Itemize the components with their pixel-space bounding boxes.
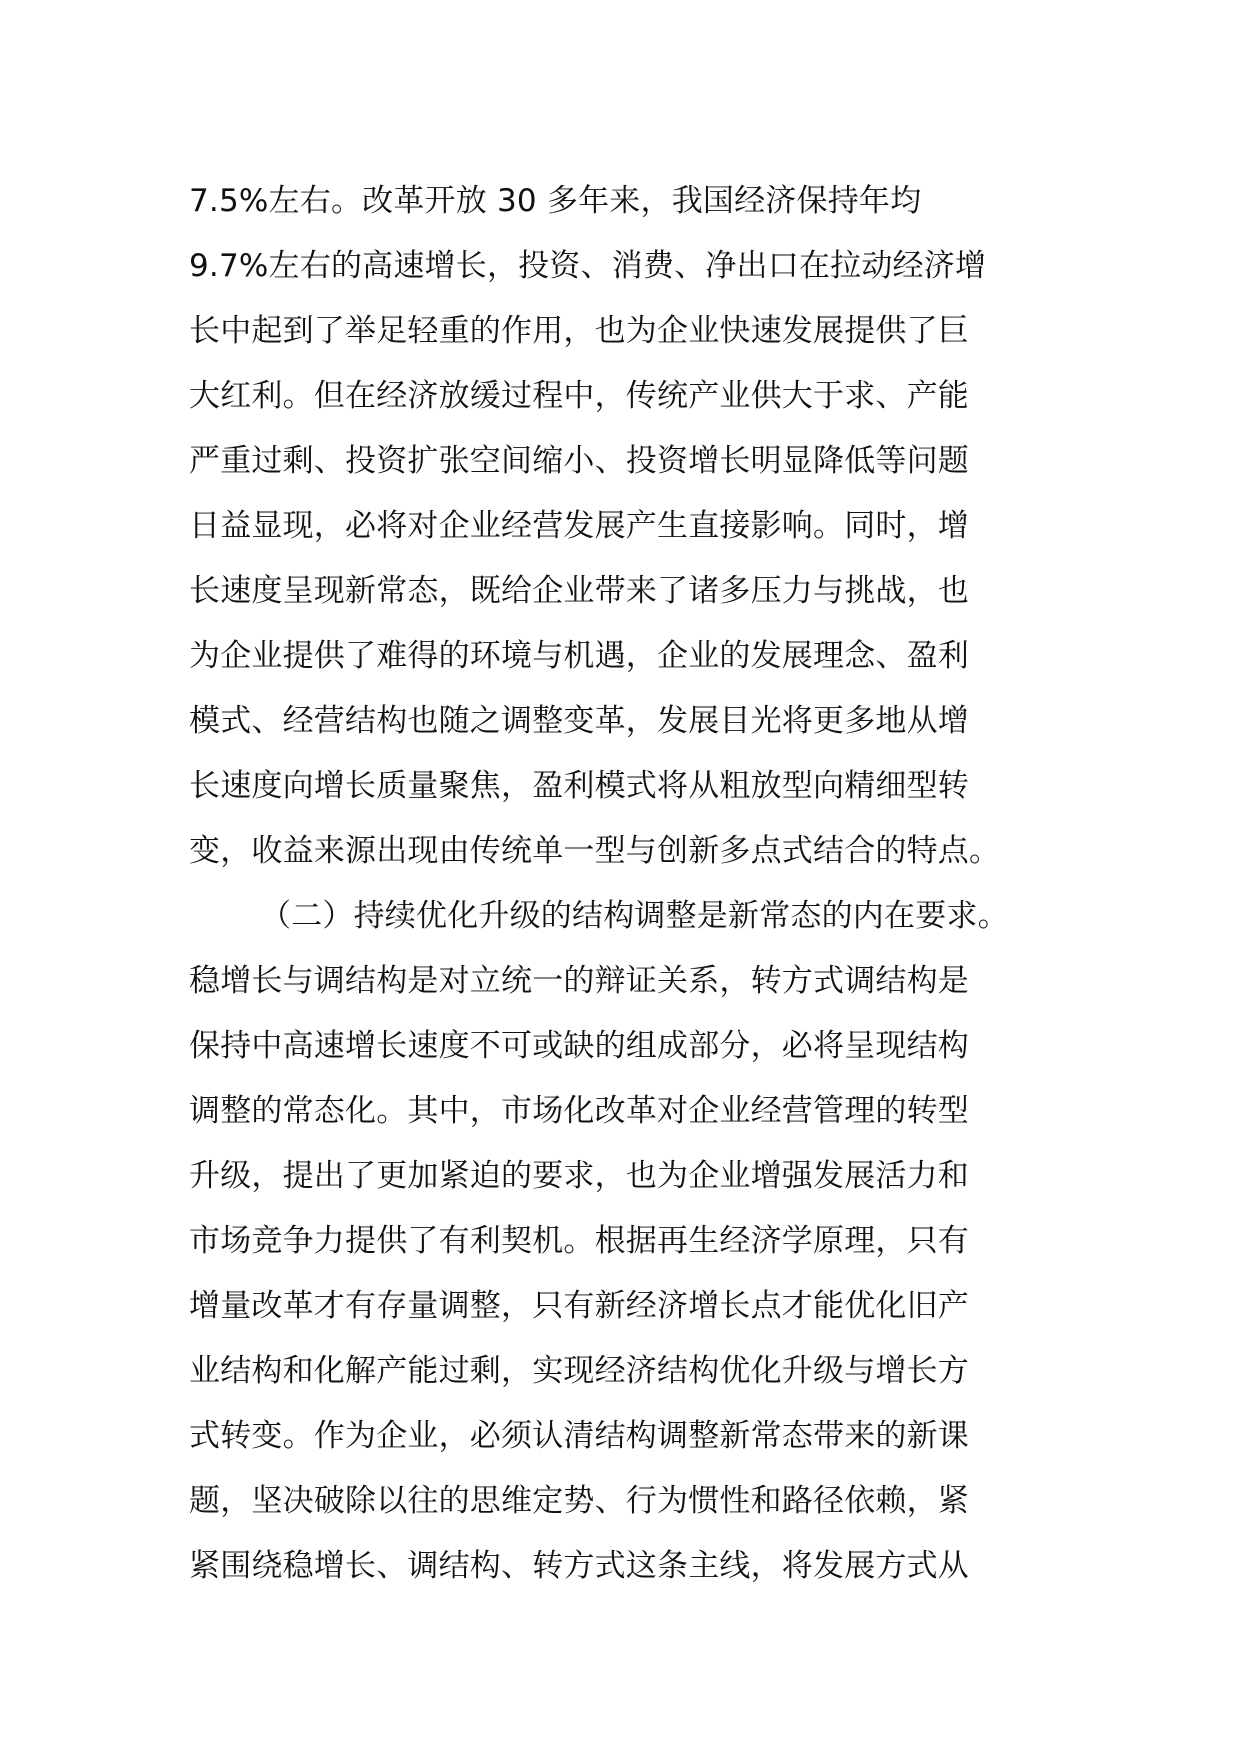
body-line-1: 7.5%左右。改革开放 30 多年来，我国经济保持年均 xyxy=(189,183,922,219)
body-line-18: 增量改革才有存量调整，只有新经济增长点才能优化旧产 xyxy=(189,1288,969,1324)
body-line-17: 市场竞争力提供了有利契机。根据再生经济学原理，只有 xyxy=(189,1223,969,1259)
body-line-6: 日益显现，必将对企业经营发展产生直接影响。同时，增 xyxy=(189,508,969,544)
section-heading-2: （二）持续优化升级的结构调整是新常态的内在要求。 xyxy=(260,898,1009,934)
body-line-22: 紧围绕稳增长、调结构、转方式这条主线，将发展方式从 xyxy=(189,1548,969,1584)
body-line-16: 升级，提出了更加紧迫的要求，也为企业增强发展活力和 xyxy=(189,1158,969,1194)
body-line-10: 长速度向增长质量聚焦，盈利模式将从粗放型向精细型转 xyxy=(189,768,969,804)
body-line-20: 式转变。作为企业，必须认清结构调整新常态带来的新课 xyxy=(189,1418,969,1454)
body-line-4: 大红利。但在经济放缓过程中，传统产业供大于求、产能 xyxy=(189,378,969,414)
body-line-19: 业结构和化解产能过剩，实现经济结构优化升级与增长方 xyxy=(189,1353,969,1389)
body-line-14: 保持中高速增长速度不可或缺的组成部分，必将呈现结构 xyxy=(189,1028,969,1064)
body-line-15: 调整的常态化。其中，市场化改革对企业经营管理的转型 xyxy=(189,1093,969,1129)
body-line-7: 长速度呈现新常态，既给企业带来了诸多压力与挑战，也 xyxy=(189,573,969,609)
body-line-9: 模式、经营结构也随之调整变革，发展目光将更多地从增 xyxy=(189,703,969,739)
body-line-3: 长中起到了举足轻重的作用，也为企业快速发展提供了巨 xyxy=(189,313,969,349)
body-line-8: 为企业提供了难得的环境与机遇，企业的发展理念、盈利 xyxy=(189,638,969,674)
body-line-21: 题，坚决破除以往的思维定势、行为惯性和路径依赖，紧 xyxy=(189,1483,969,1519)
body-line-5: 严重过剩、投资扩张空间缩小、投资增长明显降低等问题 xyxy=(189,443,969,479)
body-line-2: 9.7%左右的高速增长，投资、消费、净出口在拉动经济增 xyxy=(189,248,987,284)
body-line-13: 稳增长与调结构是对立统一的辩证关系，转方式调结构是 xyxy=(189,963,969,999)
body-line-11: 变，收益来源出现由传统单一型与创新多点式结合的特点。 xyxy=(189,833,1001,869)
